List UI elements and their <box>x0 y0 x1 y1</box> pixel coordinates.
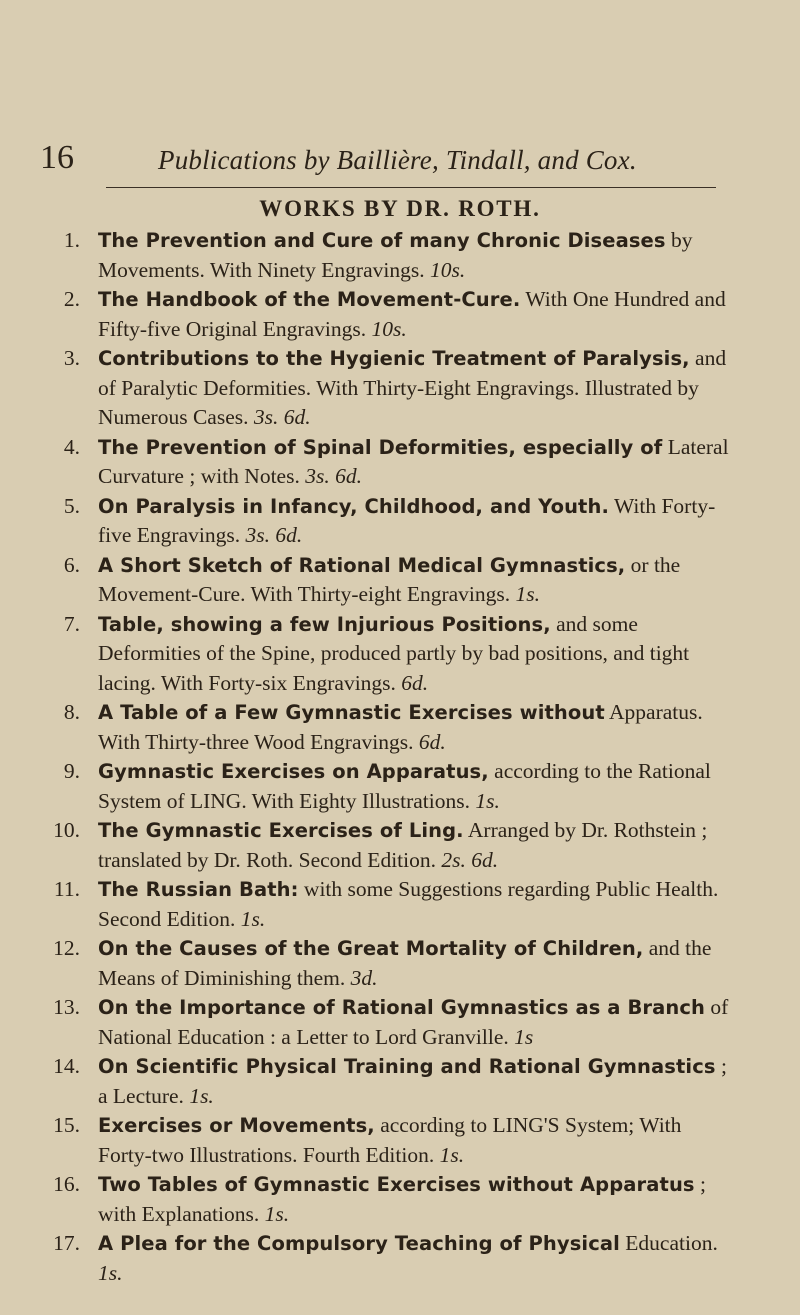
entry-description: With Forty-five Engravings. <box>98 493 716 547</box>
entry-title: The Handbook of the Movement-Cure. <box>98 288 521 311</box>
entry-title: Exercises or Movements, <box>98 1114 375 1137</box>
entry-price: 1s. <box>475 788 500 813</box>
entry-price: 1s. <box>264 1201 290 1226</box>
entry-price: 6d. <box>401 670 429 695</box>
works-list <box>40 226 740 1288</box>
entry-title: Contributions to the Hygienic Treatment of Paralysis, <box>98 347 690 370</box>
entry-number: 12. <box>53 936 80 960</box>
entry-price: 1s. <box>240 906 266 931</box>
entry-number: 5. <box>63 493 80 518</box>
entry-number: 11. <box>53 877 80 901</box>
entry-number: 3. <box>63 346 80 370</box>
entry-title: On the Causes of the Great Mortality of Children, <box>98 937 644 960</box>
list-item <box>40 1170 740 1229</box>
entry-number: 16. <box>53 1172 80 1196</box>
entry-description: ; with Explanations. <box>98 1172 706 1226</box>
entry-description: Arranged by Dr. Rothstein ; translated by Dr. Roth. Second Edition. <box>98 818 708 872</box>
entry-number: 6. <box>63 552 80 577</box>
list-item <box>40 1229 740 1288</box>
entry-number: 17. <box>53 1231 80 1255</box>
running-title: Publications by Baillière, Tindall, and Cox. <box>158 145 637 175</box>
entry-price: 1s <box>514 1024 534 1049</box>
entry-title: Table, showing a few Injurious Positions, <box>98 612 551 636</box>
entry-description: With One Hundred and Fifty-five Original Engravings. <box>98 287 726 341</box>
entry-title: A Plea for the Compulsory Teaching of Physical <box>98 1232 620 1255</box>
entry-description: and some Deformities of the Spine, produced partly by bad positions, and tight lacing. With Forty-six Engravings. <box>98 611 690 695</box>
list-item <box>40 993 740 1052</box>
entry-description: Education. <box>625 1231 718 1255</box>
entry-price: 1s. <box>515 582 541 606</box>
entry-number: 4. <box>63 434 80 459</box>
entry-number: 10. <box>53 818 80 842</box>
list-item <box>40 226 740 285</box>
list-item <box>40 1111 740 1170</box>
entry-number: 14. <box>53 1054 80 1078</box>
list-item <box>40 433 740 492</box>
entry-price: 1s. <box>439 1142 465 1167</box>
entry-number: 8. <box>63 700 80 724</box>
entry-number: 2. <box>63 287 80 311</box>
entry-description: or the Movement-Cure. With Thirty-eight Engravings. <box>98 552 681 606</box>
entry-title: Gymnastic Exercises on Apparatus, <box>98 760 489 783</box>
entry-title: The Prevention of Spinal Deformities, especially of <box>98 435 663 459</box>
entry-number: 9. <box>63 759 80 783</box>
page-header <box>40 138 740 184</box>
entry-price: 2s. 6d. <box>441 847 499 872</box>
entry-price: 10s. <box>429 257 466 282</box>
list-item <box>40 875 740 934</box>
entry-description: of National Education : a Letter to Lord Granville. <box>98 995 729 1049</box>
entry-description: ; a Lecture. <box>98 1054 727 1108</box>
entry-title: A Short Sketch of Rational Medical Gymnastics, <box>98 553 626 577</box>
entry-title: On Scientific Physical Training and Rational Gymnastics <box>98 1055 716 1078</box>
entry-description: Lateral Curvature ; with Notes. <box>98 434 729 488</box>
list-item <box>40 344 740 433</box>
list-item <box>40 816 740 875</box>
entry-price: 3s. 6d. <box>245 523 303 547</box>
entry-price: 6d. <box>418 729 446 754</box>
entry-description: Apparatus. With Thirty-three Wood Engravings. <box>98 700 703 754</box>
entry-price: 1s. <box>98 1260 123 1285</box>
entry-number: 1. <box>63 228 80 252</box>
entry-number: 13. <box>53 995 80 1019</box>
entry-title: Two Tables of Gymnastic Exercises without Apparatus <box>98 1173 695 1196</box>
list-item <box>40 285 740 344</box>
entry-price: 3s. 6d. <box>253 405 311 429</box>
entry-number: 15. <box>53 1113 80 1137</box>
entry-title: The Prevention and Cure of many Chronic Diseases <box>98 229 666 252</box>
list-item <box>40 698 740 757</box>
entry-description: and of Paralytic Deformities. With Thirty-Eight Engravings. Illustrated by Numerous Cases. <box>98 346 727 429</box>
list-item <box>40 610 740 699</box>
page-number: 16 <box>40 139 74 176</box>
entry-price: 10s. <box>371 316 407 341</box>
entry-description: according to LING'S System; With Forty-two Illustrations. Fourth Edition. <box>98 1113 682 1167</box>
section-title: WORKS BY DR. ROTH. <box>259 196 541 221</box>
entry-title: A Table of a Few Gymnastic Exercises without <box>98 701 605 724</box>
entry-title: On Paralysis in Infancy, Childhood, and Youth. <box>98 494 609 518</box>
entry-price: 1s. <box>189 1083 214 1108</box>
entry-price: 3s. 6d. <box>305 464 362 488</box>
header-rule <box>106 187 716 188</box>
list-item <box>40 492 740 551</box>
entry-description: by Movements. With Ninety Engravings. <box>98 228 693 282</box>
list-item <box>40 757 740 816</box>
entry-title: On the Importance of Rational Gymnastics as a Branch <box>98 996 706 1019</box>
entry-description: according to the Rational System of LING. With Eighty Illustrations. <box>98 759 711 813</box>
list-item <box>40 934 740 993</box>
entry-number: 7. <box>63 611 80 636</box>
entry-title: The Russian Bath: <box>98 878 299 901</box>
entry-title: The Gymnastic Exercises of Ling. <box>98 819 464 842</box>
entry-price: 3d. <box>350 965 378 990</box>
entry-description: with some Suggestions regarding Public Health. Second Edition. <box>98 877 719 931</box>
list-item <box>40 1052 740 1111</box>
entry-description: and the Means of Diminishing them. <box>98 936 712 990</box>
list-item <box>40 551 740 610</box>
